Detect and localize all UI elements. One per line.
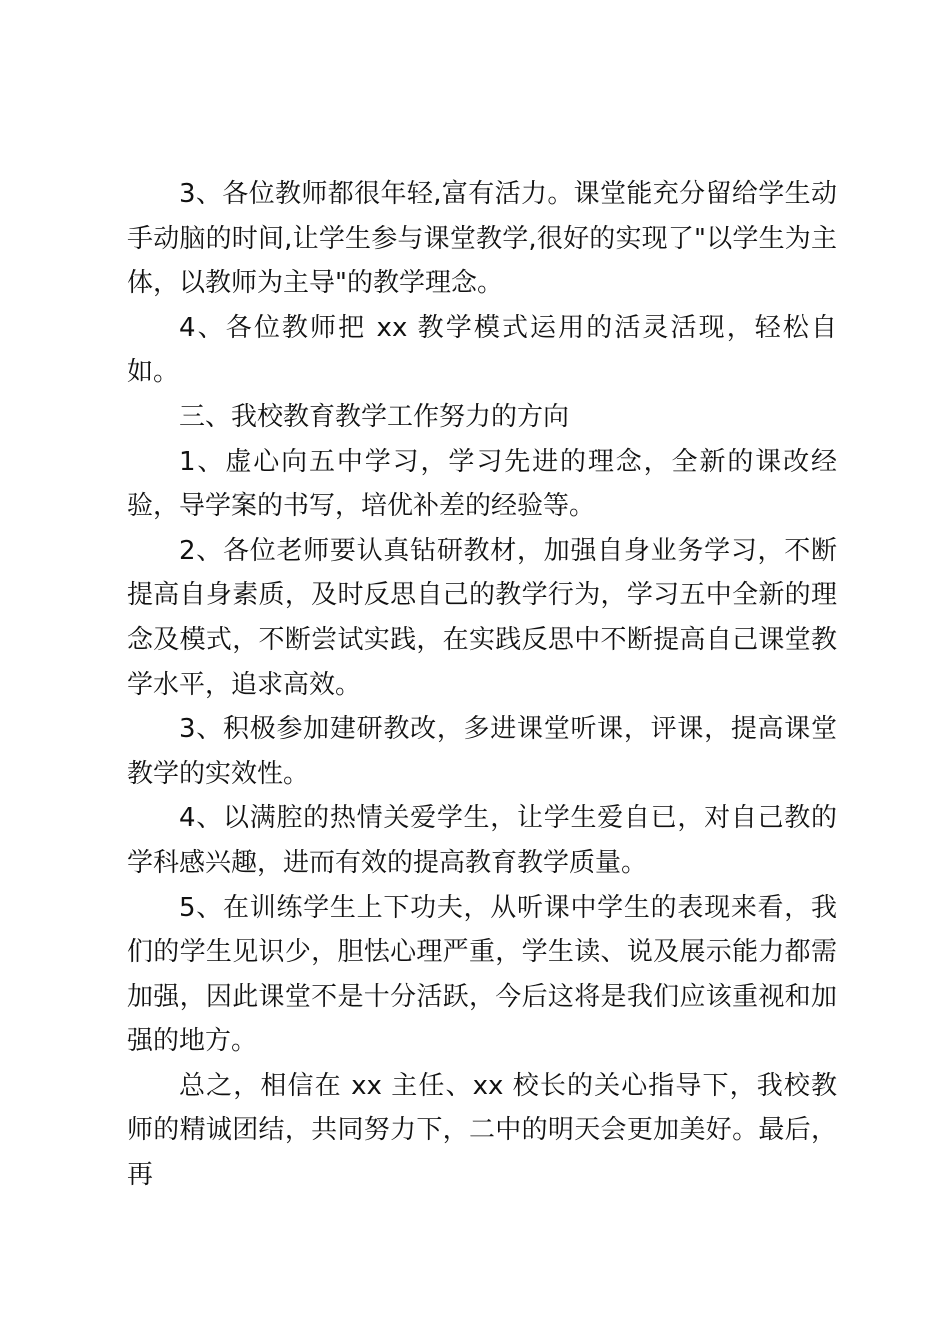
document-body [127, 172, 837, 1198]
section-heading-direction: 三、我校教育教学工作努力的方向 [179, 401, 570, 432]
paragraph-care-for-students: 4、以满腔的热情关爱学生，让学生爱自已，对自己教的学科感兴趣，进而有效的提高教育教学质量。 [127, 803, 837, 878]
paragraph-teachers-young: 3、各位教师都很年轻,富有活力。课堂能充分留给学生动手动脑的时间,让学生参与课堂教学,很好的实现了"以学生为主体，以教师为主导"的教学理念。 [127, 179, 837, 299]
paragraph-teaching-reform: 3、积极参加建研教改，多进课堂听课，评课，提高课堂教学的实效性。 [127, 714, 837, 789]
paragraph-study-materials: 2、各位老师要认真钻研教材，加强自身业务学习，不断提高自身素质，及时反思自己的教学行为，学习五中全新的理念及模式，不断尝试实践，在实践反思中不断提高自己课堂教学水平，追求高效。 [127, 535, 837, 700]
paragraph-learn-from-school-five: 1、虚心向五中学习，学习先进的理念，全新的课改经验，导学案的书写，培优补差的经验等。 [127, 446, 837, 522]
paragraph-train-students: 5、在训练学生上下功夫，从听课中学生的表现来看，我们的学生见识少，胆怯心理严重，学生读、说及展示能力都需加强，因此课堂不是十分活跃，今后这将是我们应该重视和加强的地方。 [127, 892, 837, 1057]
paragraph-teaching-model: 4、各位教师把 xx 教学模式运用的活灵活现，轻松自如。 [127, 312, 837, 388]
paragraph-conclusion: 总之，相信在 xx 主任、xx 校长的关心指导下，我校教师的精诚团结，共同努力下，二中的明天会更加美好。最后，再 [127, 1070, 837, 1191]
